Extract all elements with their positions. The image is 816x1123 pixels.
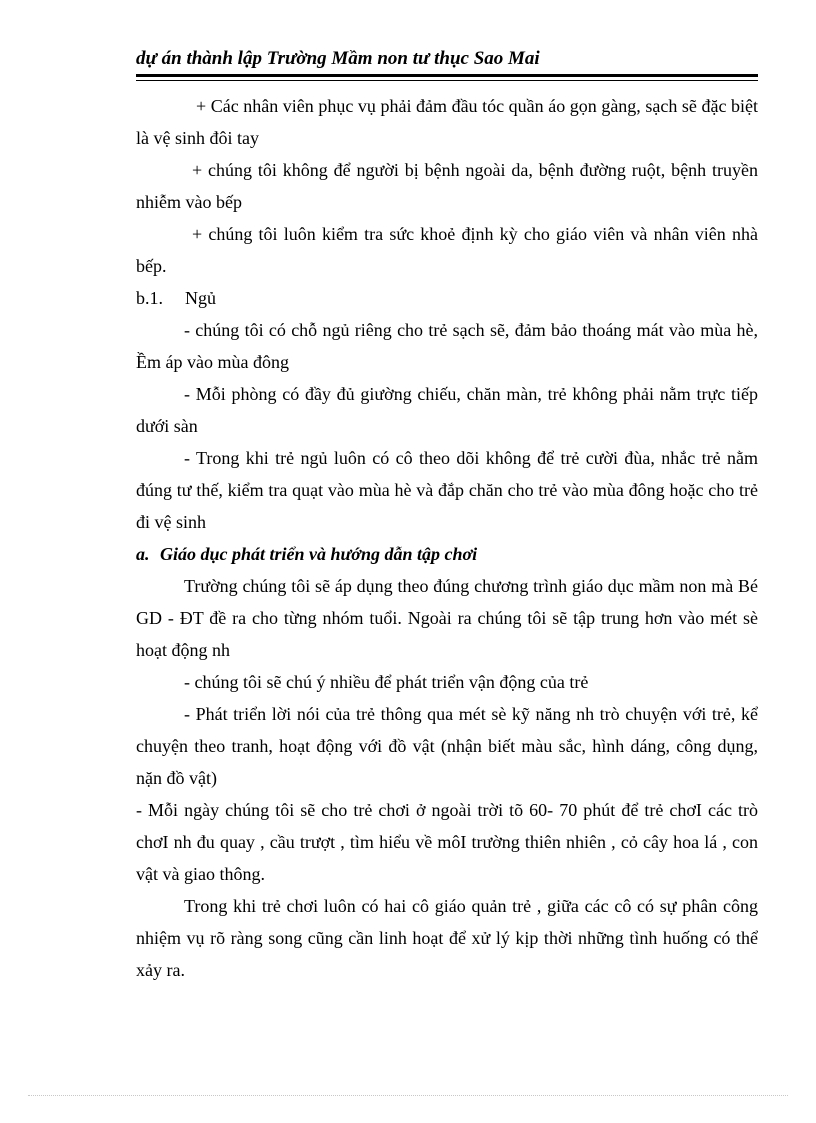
- paragraph-outdoor-play: - Mỗi ngày chúng tôi sẽ cho trẻ chơi ở ngoài trời tõ 60- 70 phút để trẻ chơI các trò chơI nh đu quay , cầu trượt , tìm hiểu về môI trường thiên nhiên , cỏ cây hoa lá , con vật và giao thông.: [136, 800, 758, 884]
- paragraph-health-check: + chúng tôi luôn kiểm tra sức khoẻ định kỳ cho giáo viên và nhân viên nhà bếp.: [136, 224, 758, 276]
- section-number: b.1.: [136, 288, 163, 308]
- header-rule-thin: [136, 80, 758, 81]
- paragraph-motor-development: - chúng tôi sẽ chú ý nhiều để phát triển vận động của trẻ: [184, 672, 589, 692]
- paragraph-sleep-place: - chúng tôi có chỗ ngủ riêng cho trẻ sạch sẽ, đảm bảo thoáng mát vào mùa hè, Ềm áp vào mùa đông: [136, 320, 758, 372]
- paragraph-teachers-supervision: Trong khi trẻ chơi luôn có hai cô giáo quản trẻ , giữa các cô có sự phân công nhiệm vụ rõ ràng song cũng cần linh hoạt để xử lý kịp thời những tình huống có thể xảy ra.: [136, 896, 758, 980]
- section-letter: a.: [136, 544, 150, 564]
- section-title: Giáo dục phát triển và hướng dẫn tập chơi: [160, 544, 478, 564]
- paragraph-sleep-beds: - Mỗi phòng có đầy đủ giường chiếu, chăn màn, trẻ không phải nằm trực tiếp dưới sàn: [136, 384, 758, 436]
- header-rule-thick: [136, 74, 758, 77]
- paragraph-no-sick-people: + chúng tôi không để người bị bệnh ngoài da, bệnh đường ruột, bệnh truyền nhiễm vào bếp: [136, 160, 758, 212]
- paragraph-curriculum: Trường chúng tôi sẽ áp dụng theo đúng chương trình giáo dục mầm non mà Bé GD - ĐT đề ra cho từng nhóm tuổi. Ngoài ra chúng tôi sẽ tập trung hơn vào mét sè hoạt động nh: [136, 576, 758, 660]
- page-bottom-divider: [28, 1095, 788, 1096]
- section-title: Ngủ: [185, 288, 216, 308]
- paragraph-staff-hygiene: + Các nhân viên phục vụ phải đảm đầu tóc quần áo gọn gàng, sạch sẽ đặc biệt là vệ sinh đôi tay: [136, 96, 758, 148]
- paragraph-speech-development: - Phát triển lời nói của trẻ thông qua mét sè kỹ năng nh trò chuyện với trẻ, kể chuyện theo tranh, hoạt động với đồ vật (nhận biết màu sắc, hình dáng, công dụng, nặn đồ vật): [136, 704, 758, 788]
- section-heading-education: [136, 538, 758, 570]
- page-header-title: dự án thành lập Trường Mầm non tư thục Sao Mai: [136, 48, 540, 69]
- section-heading-sleep: [136, 282, 758, 314]
- document-body: [136, 90, 758, 986]
- paragraph-sleep-supervision: - Trong khi trẻ ngủ luôn có cô theo dõi không để trẻ cười đùa, nhắc trẻ nằm đúng tư thế, kiểm tra quạt vào mùa hè và đắp chăn cho trẻ vào mùa đông hoặc cho trẻ đi vệ sinh: [136, 448, 758, 532]
